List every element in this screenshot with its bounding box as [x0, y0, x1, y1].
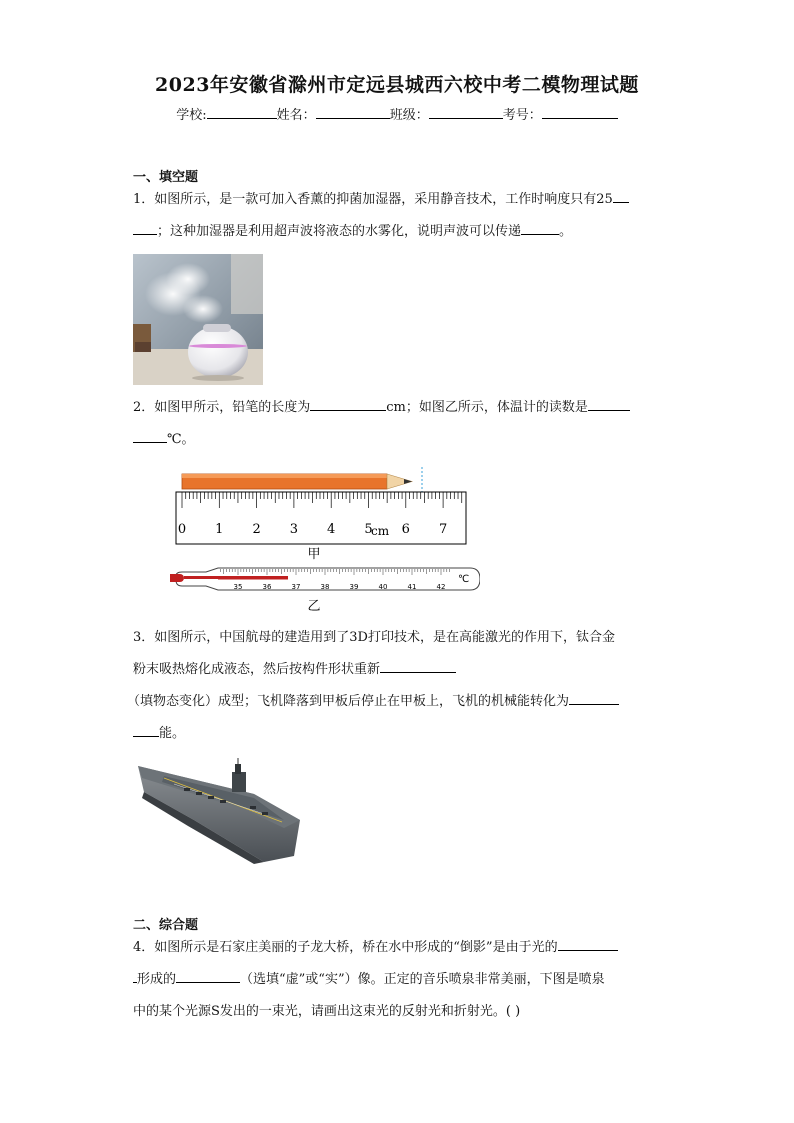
ruler-label: 1: [215, 522, 224, 537]
class-label: 班级：: [389, 108, 429, 123]
school-label: 学校:: [176, 108, 207, 123]
id-blank[interactable]: [542, 106, 618, 119]
ruler-label: 2: [252, 522, 261, 537]
aircraft-carrier-image: [134, 758, 300, 866]
q3-blank-2a: [569, 692, 619, 705]
class-blank[interactable]: [429, 106, 503, 119]
thermometer-label: 40: [378, 583, 388, 591]
q1-blank-2: [521, 222, 559, 235]
section-2-title: 二、综合题: [133, 918, 199, 933]
ruler-label: 0: [177, 522, 187, 537]
q3-line4-end: 能。: [159, 726, 186, 741]
ruler-label: 5: [364, 522, 373, 537]
q2-blank-1: [310, 398, 386, 411]
section-1-title: 一、填空题: [133, 170, 199, 185]
figure-b-label: 乙: [307, 599, 321, 614]
page-title: 2023年安徽省滁州市定远县城西六校中考二模物理试题: [155, 74, 639, 96]
ruler-thermometer-figure: [170, 465, 480, 615]
humidifier-photo: [133, 254, 263, 385]
ruler-unit: cm: [371, 524, 390, 538]
question-3: [127, 622, 661, 750]
q2-line2-end: ℃。: [167, 432, 195, 447]
q3-blank-2b: [133, 724, 159, 737]
pencil: [182, 474, 412, 489]
q3-line3: （填物态变化）成型；飞机降落到甲板后停止在甲板上，飞机的机械能转化为: [127, 694, 570, 709]
thermometer-label: 41: [407, 583, 417, 591]
name-blank[interactable]: [316, 106, 390, 119]
q4-line2-b: （选填“虚”或“实”）像。正定的音乐喷泉非常美丽，下图是喷泉: [240, 972, 605, 987]
name-label: 姓名：: [276, 108, 316, 123]
q4-blank-2: [176, 970, 240, 983]
q3-line2: 粉末吸热熔化成液态，然后按构件形状重新: [133, 662, 381, 677]
q1-line1: 1．如图所示，是一款可加入香薰的抑菌加湿器，采用静音技术，工作时响度只有25: [133, 192, 613, 207]
figure-a-label: 甲: [307, 547, 321, 562]
thermometer-label: 38: [320, 583, 330, 591]
thermometer-label: 35: [233, 583, 243, 591]
q4-line3: 中的某个光源S发出的一束光，请画出这束光的反射光和折射光。( ): [133, 1004, 521, 1019]
thermometer-label: 37: [291, 583, 301, 591]
question-1: [133, 184, 661, 248]
thermometer-label: 42: [436, 583, 446, 591]
q1-line2: ；这种加湿器是利用超声波将液态的水雾化，说明声波可以传递: [157, 224, 522, 239]
id-label: 考号：: [502, 108, 542, 123]
thermometer-unit: ℃: [458, 574, 470, 585]
ruler-label: 4: [327, 522, 336, 537]
q1-line2-end: 。: [559, 224, 573, 239]
ruler-label: 7: [438, 522, 448, 537]
q4-line1: 4．如图所示是石家庄美丽的子龙大桥，桥在水中形成的“倒影”是由于光的: [133, 940, 558, 955]
q2-blank-2a: [588, 398, 630, 411]
ruler-label: 3: [289, 522, 299, 537]
thermometer-label: 36: [262, 583, 272, 591]
school-blank[interactable]: [207, 106, 277, 119]
q1-blank-1b: [133, 222, 157, 235]
thermometer-label: 39: [349, 583, 359, 591]
q1-blank-1a: [613, 190, 629, 203]
student-info-line: [0, 104, 794, 123]
question-4: [133, 932, 661, 1028]
q2-blank-2b: [133, 430, 167, 443]
q3-blank-1: [380, 660, 456, 673]
q2-line1-a: 2．如图甲所示，铅笔的长度为: [133, 400, 311, 415]
question-2: [133, 392, 661, 456]
ruler-label: 6: [401, 522, 410, 537]
q3-line1: 3．如图所示，中国航母的建造用到了3D打印技术，是在高能激光的作用下，钛合金: [133, 630, 615, 645]
q4-line2-a: 形成的: [137, 972, 177, 987]
q2-line1-b: cm；如图乙所示，体温计的读数是: [386, 400, 588, 415]
q4-blank-1a: [558, 938, 618, 951]
